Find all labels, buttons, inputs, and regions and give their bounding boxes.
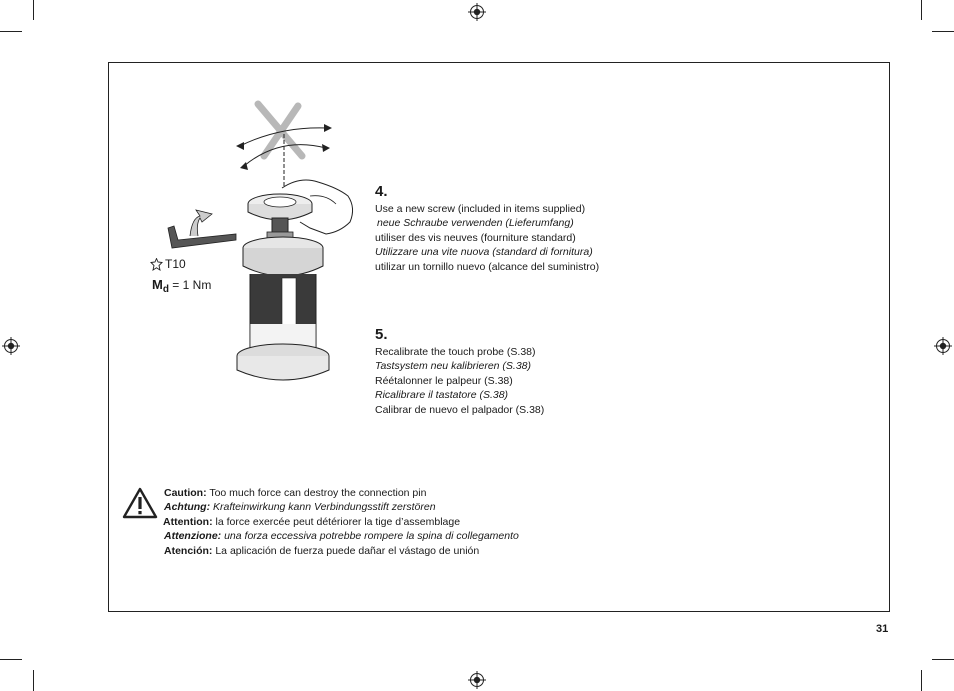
tool-size-text: T10: [165, 257, 186, 271]
warning-triangle-icon: [122, 487, 158, 519]
crop-mark: [921, 670, 922, 691]
step-line-en: Use a new screw (included in items supplied): [375, 203, 586, 215]
crop-mark: [932, 31, 954, 32]
caution-label-de: Achtung:: [164, 501, 211, 514]
caution-line-fr: [163, 515, 519, 529]
caution-label-es: Atención:: [164, 544, 213, 557]
caution-line-es: [163, 544, 519, 558]
caution-label-it: Attenzione:: [164, 530, 222, 543]
step-line-fr: Réétalonner le palpeur (S.38): [375, 374, 513, 387]
torque-value: = 1 Nm: [172, 278, 212, 292]
torque-symbol: M: [152, 277, 163, 292]
tilt-arrows-icon: [240, 128, 328, 186]
caution-text-de: Krafteinwirkung kann Verbindungsstift zerstören: [213, 501, 436, 514]
crop-mark: [33, 670, 34, 691]
step-line-fr: utiliser des vis neuves (fourniture standard): [375, 231, 576, 244]
step-line-it: Ricalibrare il tastatore (S.38): [375, 389, 509, 402]
caution-text-it: una forza eccessiva potrebbe rompere la spina di collegamento: [224, 530, 519, 543]
caution-text-fr: la force exercée peut détériorer la tige d’assemblage: [215, 515, 461, 528]
step-4: [375, 183, 599, 274]
step-5: [375, 326, 544, 417]
registration-mark-icon: [468, 3, 486, 21]
step-line-it: Utilizzare una vite nuova (standard di fornitura): [375, 246, 593, 259]
caution-text-en: Too much force can destroy the connection pin: [209, 487, 427, 499]
step-number: 5.: [375, 326, 388, 343]
crop-mark: [0, 31, 22, 32]
step-line-de: neue Schraube verwenden (Lieferumfang): [377, 217, 574, 230]
crop-mark: [932, 659, 954, 660]
step-line-en: Recalibrate the touch probe (S.38): [375, 346, 536, 358]
caution-text-es: La aplicación de fuerza puede dañar el vástago de unión: [215, 544, 480, 557]
caution-line-it: [163, 529, 519, 543]
step-line-es: utilizar un tornillo nuevo (alcance del suministro): [375, 260, 600, 273]
crop-mark: [33, 0, 34, 20]
caution-label-fr: Attention:: [163, 515, 213, 528]
crop-mark: [0, 659, 22, 660]
hex-key-icon: [168, 210, 236, 248]
step-line-de: Tastsystem neu kalibrieren (S.38): [375, 360, 532, 373]
torque-spec: [152, 277, 211, 295]
registration-mark-icon: [468, 671, 486, 689]
torque-subscript: d: [162, 284, 169, 295]
page-number: 31: [876, 623, 889, 635]
caution-line-de: [163, 500, 519, 514]
caution-block: [163, 486, 519, 558]
caution-line-en: [163, 486, 519, 500]
torx-icon: [150, 258, 163, 271]
registration-mark-icon: [2, 337, 20, 355]
step-line-es: Calibrar de nuevo el palpador (S.38): [375, 403, 545, 416]
forbidden-x-icon: [258, 104, 302, 156]
registration-mark-icon: [934, 337, 952, 355]
caution-label-en: Caution:: [164, 487, 207, 499]
tool-size-label: [150, 257, 186, 271]
crop-mark: [921, 0, 922, 20]
step-number: 4.: [375, 183, 388, 200]
touch-probe-illustration-icon: [140, 90, 370, 390]
